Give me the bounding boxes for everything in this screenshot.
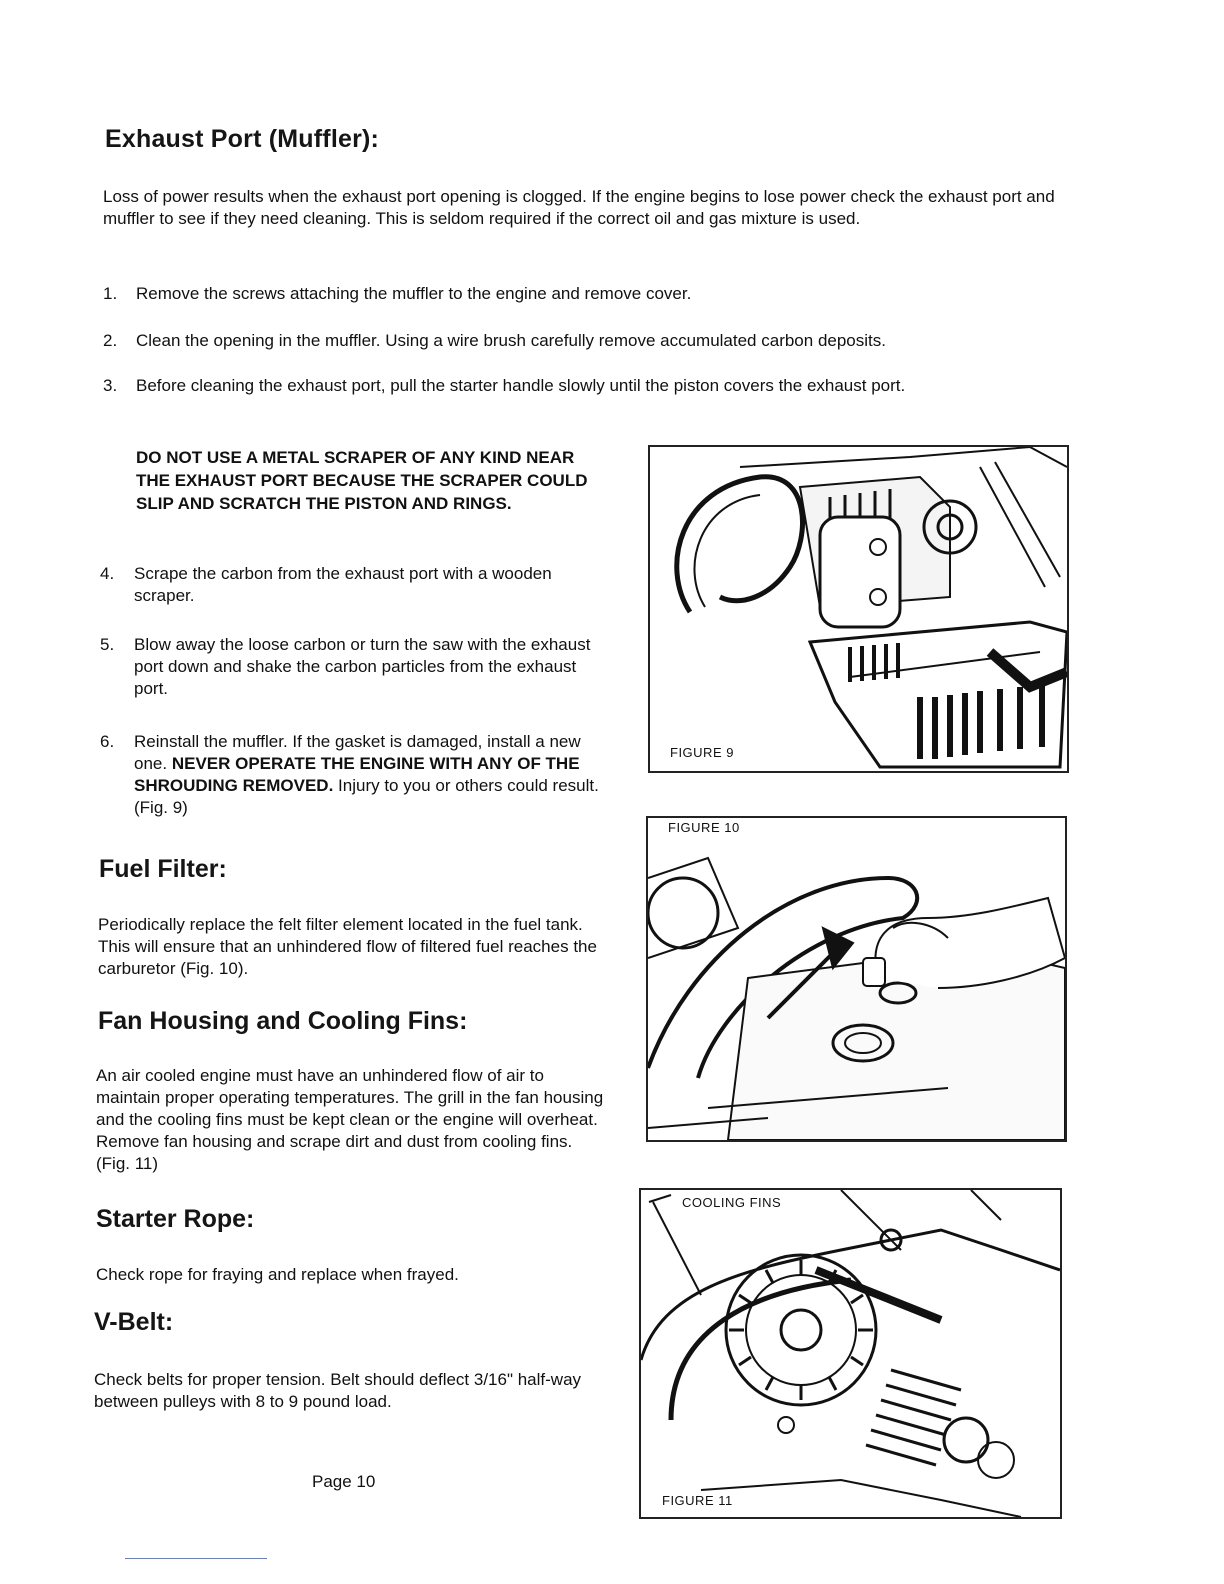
- fuel-filter-illustration: [648, 818, 1065, 1140]
- starter-rope-heading: Starter Rope:: [96, 1205, 255, 1233]
- step-6-text-a: Reinstall the muffler. If the gasket is damaged, install a new one.: [134, 732, 581, 773]
- figure-9-caption: FIGURE 9: [670, 745, 734, 760]
- step-text: [134, 731, 612, 819]
- starter-rope-text: Check rope for fraying and replace when frayed.: [96, 1265, 459, 1284]
- page-title: Exhaust Port (Muffler):: [105, 125, 380, 153]
- step-6-text-b: Injury to you or others could result. (Fig. 9): [134, 776, 599, 817]
- figure-10: [646, 816, 1067, 1142]
- step-text: Before cleaning the exhaust port, pull the starter handle slowly until the piston covers the exhaust port.: [136, 376, 906, 395]
- figure-9: [648, 445, 1069, 773]
- fan-housing-text: An air cooled engine must have an unhindered flow of air to maintain proper operating temperatures. The grill in the fan housing and the cooling fins must be kept clean or the engine will overheat. Remove fan housing and scrape dirt and dust from cooling fins. (Fig. 11): [96, 1066, 604, 1173]
- step-number: 3.: [103, 376, 118, 395]
- fan-housing-heading: Fan Housing and Cooling Fins:: [98, 1007, 468, 1035]
- fuel-filter-text: Periodically replace the felt filter element located in the fuel tank. This will ensure that an unhindered flow of filtered fuel reaches the carburetor (Fig. 10).: [98, 915, 597, 978]
- exhaust-intro: Loss of power results when the exhaust port opening is clogged. If the engine begins to lose power check the exhaust port and muffler to see if they need cleaning. This is seldom required if the correct oil and gas mixture is used.: [103, 187, 1055, 228]
- cooling-fins-illustration: [641, 1190, 1060, 1517]
- figure-10-caption: FIGURE 10: [668, 820, 740, 835]
- step-6-caution: NEVER OPERATE THE ENGINE WITH ANY OF THE SHROUDING REMOVED.: [134, 754, 580, 795]
- figure-11-caption: FIGURE 11: [659, 1493, 736, 1508]
- step-number: 1.: [103, 284, 118, 303]
- step-text: Clean the opening in the muffler. Using a wire brush carefully remove accumulated carbon deposits.: [136, 331, 886, 350]
- footer-rule: [125, 1558, 267, 1559]
- cooling-fins-label: COOLING FINS: [679, 1195, 784, 1210]
- step-number: 2.: [103, 331, 118, 350]
- step-number: 4.: [100, 564, 115, 583]
- fuel-filter-heading: Fuel Filter:: [99, 855, 227, 883]
- step-number: 6.: [100, 732, 115, 751]
- step-number: 5.: [100, 635, 115, 654]
- page-number: Page 10: [312, 1472, 376, 1491]
- step-text: Blow away the loose carbon or turn the saw with the exhaust port down and shake the carbon particles from the exhaust port.: [134, 635, 591, 698]
- vbelt-heading: V-Belt:: [94, 1308, 174, 1336]
- muffler-illustration: [650, 447, 1067, 771]
- vbelt-text: Check belts for proper tension. Belt should deflect 3/16" half-way between pulleys with 8 to 9 pound load.: [94, 1370, 582, 1411]
- step-text: Remove the screws attaching the muffler to the engine and remove cover.: [136, 284, 692, 303]
- warning-notice: DO NOT USE A METAL SCRAPER OF ANY KIND NEAR THE EXHAUST PORT BECAUSE THE SCRAPER COULD SLIP AND SCRATCH THE PISTON AND RINGS.: [136, 448, 588, 513]
- figure-11: [639, 1188, 1062, 1519]
- step-text: Scrape the carbon from the exhaust port with a wooden scraper.: [134, 564, 552, 605]
